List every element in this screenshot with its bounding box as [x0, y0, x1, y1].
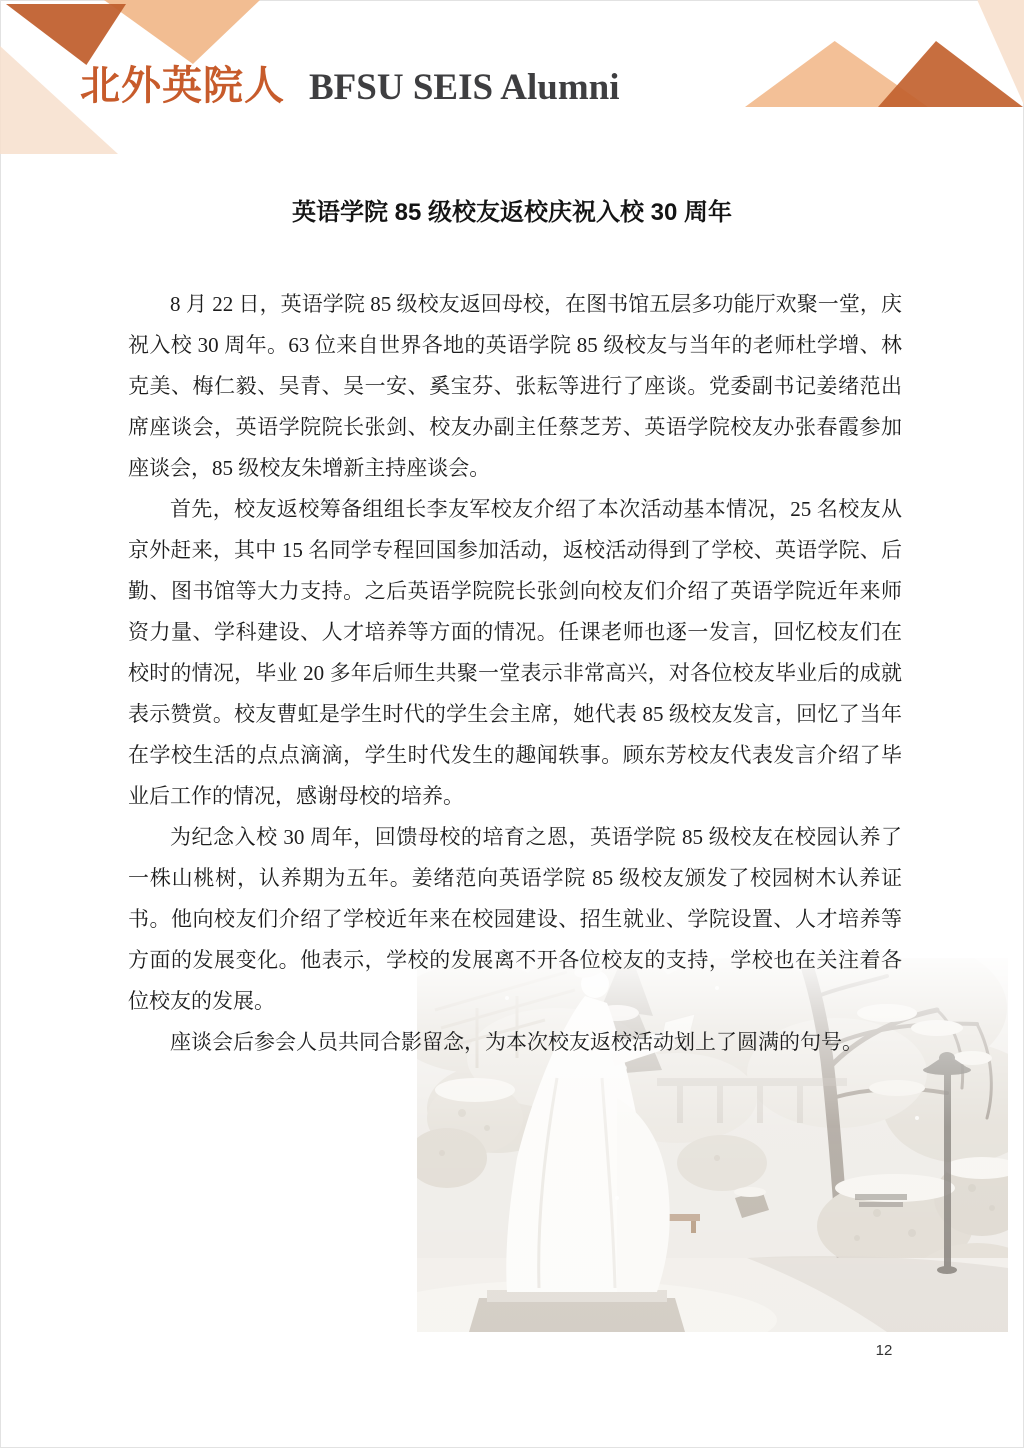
page-title: 英语学院 85 级校友返校庆祝入校 30 周年 [291, 199, 733, 226]
logo-chinese: 北外英院人 [80, 64, 285, 108]
article-body [128, 284, 902, 1063]
logo-english: BFSU SEIS Alumni [309, 67, 620, 108]
article-paragraph: 为纪念入校 30 周年，回馈母校的培育之恩，英语学院 85 级校友在校园认养了一株山桃树，认养期为五年。姜绪范向英语学院 85 级校友颁发了校园树木认养证书。他向校友们介绍了学校近年来在校园建设、招生就业、学院设置、人才培养等方面的发展变化。他表示，学校的发展离不开各位校友的支持，学校也在关注着各位校友的发展。 [128, 825, 902, 1013]
page-number: 12 [875, 1342, 893, 1359]
masthead [80, 54, 620, 111]
article-paragraph: 8 月 22 日，英语学院 85 级校友返回母校，在图书馆五层多功能厅欢聚一堂，庆祝入校 30 周年。63 位来自世界各地的英语学院 85 级校友与当年的老师杜学增、林克美、梅仁毅、吴青、吴一安、奚宝芬、张耘等进行了座谈。党委副书记姜绪范出席座谈会，英语学院院长张剑、校友办副主任蔡芝芳、英语学院校友办张春霞参加座谈会，85 级校友朱增新主持座谈会。 [128, 292, 902, 480]
article-paragraph: 首先，校友返校筹备组组长李友军校友介绍了本次活动基本情况，25 名校友从京外赶来，其中 15 名同学专程回国参加活动，返校活动得到了学校、英语学院、后勤、图书馆等大力支持。之后英语学院院长张剑向校友们介绍了英语学院近年来师资力量、学科建设、人才培养等方面的情况。任课老师也逐一发言，回忆校友们在校时的情况，毕业 20 多年后师生共聚一堂表示非常高兴，对各位校友毕业后的成就表示赞赏。校友曹虹是学生时代的学生会主席，她代表 85 级校友发言，回忆了当年在学校生活的点点滴滴，学生时代发生的趣闻轶事。顾东芳校友代表发言介绍了毕业后工作的情况，感谢母校的培养。 [128, 497, 902, 808]
article-paragraph: 座谈会后参会人员共同合影留念，为本次校友返校活动划上了圆满的句号。 [170, 1030, 863, 1054]
